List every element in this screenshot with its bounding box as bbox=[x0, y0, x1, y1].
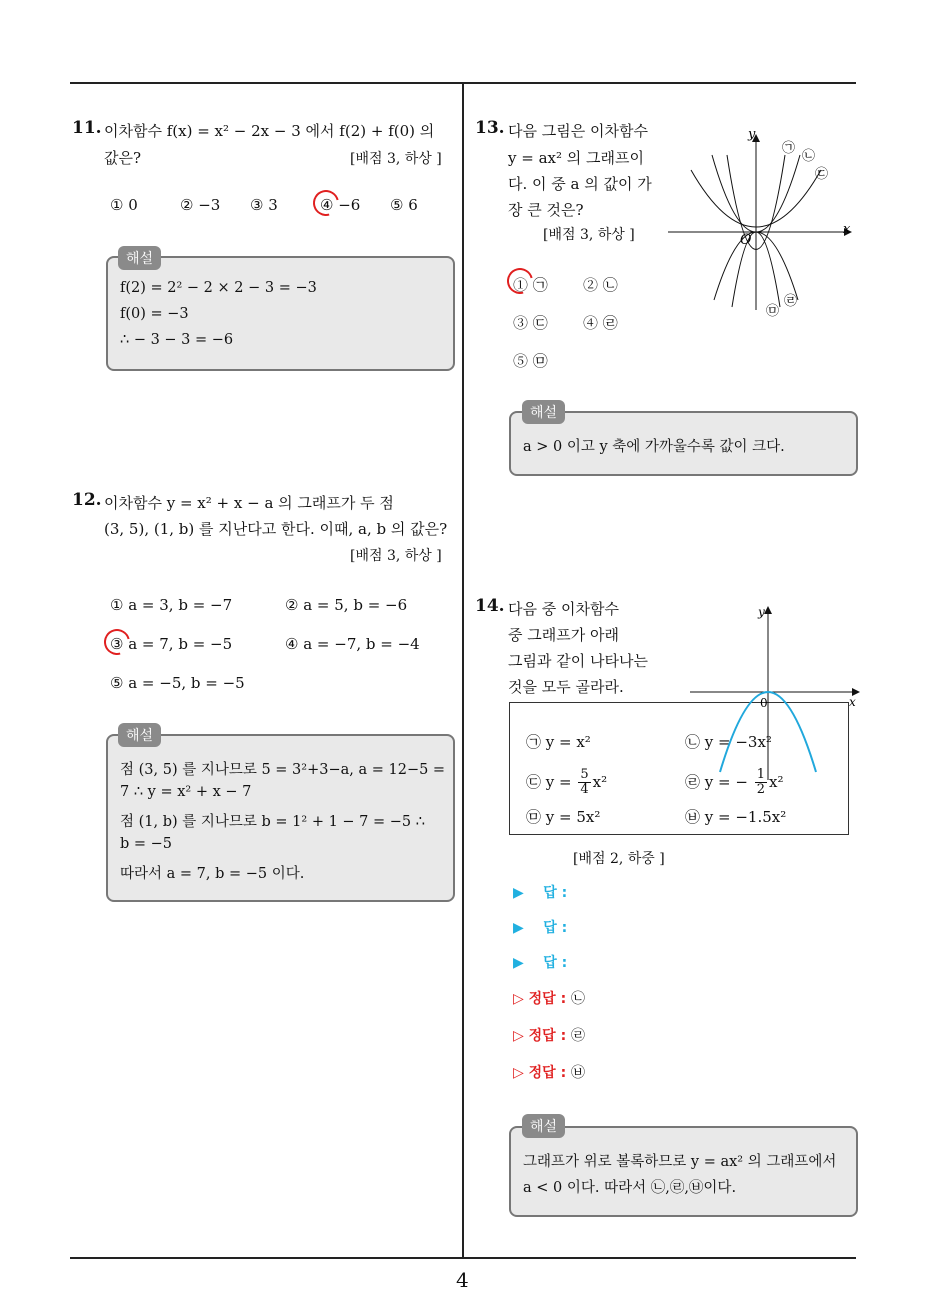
q13-choice-4[interactable]: ④ ㉣ bbox=[583, 314, 618, 332]
q12-answer-mark-icon bbox=[99, 624, 135, 660]
q13-x-axis-label: x bbox=[843, 222, 851, 237]
q14-sol-2: a < 0 이다. 따라서 ㉡,㉣,㉥이다. bbox=[523, 1180, 737, 1196]
play-icon: ▶ bbox=[513, 955, 524, 971]
q12-solution-tag: 해설 bbox=[118, 723, 161, 747]
q12-choice-3[interactable]: ③ a = 7, b = −5 bbox=[110, 635, 233, 653]
q14-correct-answer-3: ▷ 정답 : ㉥ bbox=[513, 1065, 586, 1081]
column-divider bbox=[462, 83, 464, 1258]
q14-solution-box bbox=[509, 1126, 858, 1217]
q12-sol-3: 점 (1, b) 를 지나므로 b = 1² + 1 − 7 = −5 ∴ bbox=[120, 814, 425, 830]
q12-text-2: (3, 5), (1, b) 를 지난다고 한다. 이때, a, b 의 값은? bbox=[104, 520, 448, 538]
q12-meta: [배점 3, 하상 ] bbox=[350, 548, 442, 564]
q11-solution-box bbox=[106, 256, 455, 371]
q14-x-axis-label: x bbox=[849, 695, 856, 709]
q13-parabola-graph bbox=[660, 120, 860, 320]
q13-number: 13. bbox=[475, 118, 505, 138]
q14-option-d-prefix: ㉣ y = − bbox=[685, 772, 748, 791]
q12-sol-2: 7 ∴ y = x² + x − 7 bbox=[120, 784, 252, 800]
q12-choice-2[interactable]: ② a = 5, b = −6 bbox=[285, 596, 408, 614]
q14-option-d[interactable]: ㉣ y = − $\frac{1}{2}$ x² bbox=[685, 767, 784, 798]
q11-choice-3[interactable]: ③ 3 bbox=[250, 196, 278, 214]
q11-solution-tag: 해설 bbox=[118, 246, 161, 270]
q14-meta: [배점 2, 하중 ] bbox=[573, 851, 665, 867]
q14-line-2: 중 그래프가 아래 bbox=[508, 626, 619, 644]
q11-text-1: 이차함수 f(x) = x² − 2x − 3 에서 f(2) + f(0) 의 bbox=[104, 122, 435, 140]
q14-option-c[interactable]: ㉢ y = $\frac{5}{4}$ x² bbox=[526, 767, 608, 798]
q12-sol-1: 점 (3, 5) 를 지나므로 5 = 3²+3−a, a = 12−5 = bbox=[120, 762, 446, 778]
q14-number: 14. bbox=[475, 596, 505, 616]
q13-choice-1[interactable]: ① ㉠ bbox=[513, 276, 548, 294]
q11-text-2: 값은? bbox=[104, 149, 142, 167]
q13-line-4: 장 큰 것은? bbox=[508, 201, 584, 219]
q14-option-c-fraction: $\frac{5}{4}$ bbox=[580, 767, 589, 798]
q13-label-e: ㉤ bbox=[766, 304, 780, 319]
q11-answer-mark-icon bbox=[308, 185, 344, 221]
q14-correct-answer-1: ▷ 정답 : ㉡ bbox=[513, 991, 586, 1007]
q13-line-2: y = ax² 의 그래프이 bbox=[508, 149, 644, 167]
q12-choice-4[interactable]: ④ a = −7, b = −4 bbox=[285, 635, 420, 653]
q14-line-4: 것을 모두 골라라. bbox=[508, 678, 624, 696]
q12-solution-box bbox=[106, 734, 455, 902]
q14-answer-blank-1[interactable]: ▶ 답 : bbox=[513, 885, 568, 901]
play-icon: ▶ bbox=[513, 885, 524, 901]
q14-option-a[interactable]: ㉠ y = x² bbox=[526, 733, 591, 751]
q14-sol-1: 그래프가 위로 볼록하므로 y = ax² 의 그래프에서 bbox=[523, 1154, 837, 1170]
q14-option-d-fraction: $\frac{1}{2}$ bbox=[756, 767, 765, 798]
q13-label-d: ㉣ bbox=[784, 294, 798, 309]
q12-sol-5: 따라서 a = 7, b = −5 이다. bbox=[120, 866, 305, 882]
page-number: 4 bbox=[456, 1268, 469, 1292]
q14-option-b[interactable]: ㉡ y = −3x² bbox=[685, 733, 772, 751]
q14-option-e[interactable]: ㉤ y = 5x² bbox=[526, 808, 601, 826]
q11-choice-2[interactable]: ② −3 bbox=[180, 196, 221, 214]
q13-solution-tag: 해설 bbox=[522, 400, 565, 424]
q11-meta: [배점 3, 하상 ] bbox=[350, 151, 442, 167]
q13-choice-5[interactable]: ⑤ ㉤ bbox=[513, 352, 548, 370]
q13-choice-3[interactable]: ③ ㉢ bbox=[513, 314, 548, 332]
q11-choice-5[interactable]: ⑤ 6 bbox=[390, 196, 418, 214]
q11-sol-3: ∴ − 3 − 3 = −6 bbox=[120, 332, 234, 348]
play-icon: ▶ bbox=[513, 920, 524, 936]
q12-choice-1[interactable]: ① a = 3, b = −7 bbox=[110, 596, 233, 614]
q14-line-3: 그림과 같이 나타나는 bbox=[508, 652, 648, 670]
q14-y-axis-label: y bbox=[758, 605, 765, 619]
q11-choice-1[interactable]: ① 0 bbox=[110, 196, 138, 214]
q13-line-3: 다. 이 중 a 의 값이 가 bbox=[508, 175, 652, 193]
q13-line-1: 다음 그림은 이차함수 bbox=[508, 122, 648, 140]
q14-answer-blank-3[interactable]: ▶ 답 : bbox=[513, 955, 568, 971]
q11-sol-1: f(2) = 2² − 2 × 2 − 3 = −3 bbox=[120, 280, 317, 296]
q11-number: 11. bbox=[72, 118, 102, 138]
q13-meta: [배점 3, 하상 ] bbox=[543, 227, 635, 243]
q13-label-a: ㉠ bbox=[782, 141, 796, 156]
q14-parabola-graph bbox=[686, 602, 864, 782]
q14-line-1: 다음 중 이차함수 bbox=[508, 600, 619, 618]
q11-sol-2: f(0) = −3 bbox=[120, 306, 189, 322]
q13-label-c: ㉢ bbox=[815, 167, 829, 182]
q12-choice-5[interactable]: ⑤ a = −5, b = −5 bbox=[110, 674, 245, 692]
q14-option-c-prefix: ㉢ y = bbox=[526, 772, 577, 791]
q12-number: 12. bbox=[72, 490, 102, 510]
q13-label-b: ㉡ bbox=[802, 149, 816, 164]
q12-sol-4: b = −5 bbox=[120, 836, 173, 852]
q11-choice-4[interactable]: ④ −6 bbox=[320, 196, 361, 214]
q13-choice-2[interactable]: ② ㉡ bbox=[583, 276, 618, 294]
q14-origin-label: 0 bbox=[760, 696, 768, 710]
q12-text-1: 이차함수 y = x² + x − a 의 그래프가 두 점 bbox=[104, 494, 394, 512]
q14-solution-tag: 해설 bbox=[522, 1114, 565, 1138]
q14-option-f[interactable]: ㉥ y = −1.5x² bbox=[685, 808, 787, 826]
q14-correct-answer-2: ▷ 정답 : ㉣ bbox=[513, 1028, 586, 1044]
q13-sol-1: a > 0 이고 y 축에 가까울수록 값이 크다. bbox=[523, 439, 785, 455]
q14-answer-blank-2[interactable]: ▶ 답 : bbox=[513, 920, 568, 936]
q13-y-axis-label: y bbox=[748, 127, 756, 142]
q13-origin-label: O bbox=[740, 232, 752, 248]
